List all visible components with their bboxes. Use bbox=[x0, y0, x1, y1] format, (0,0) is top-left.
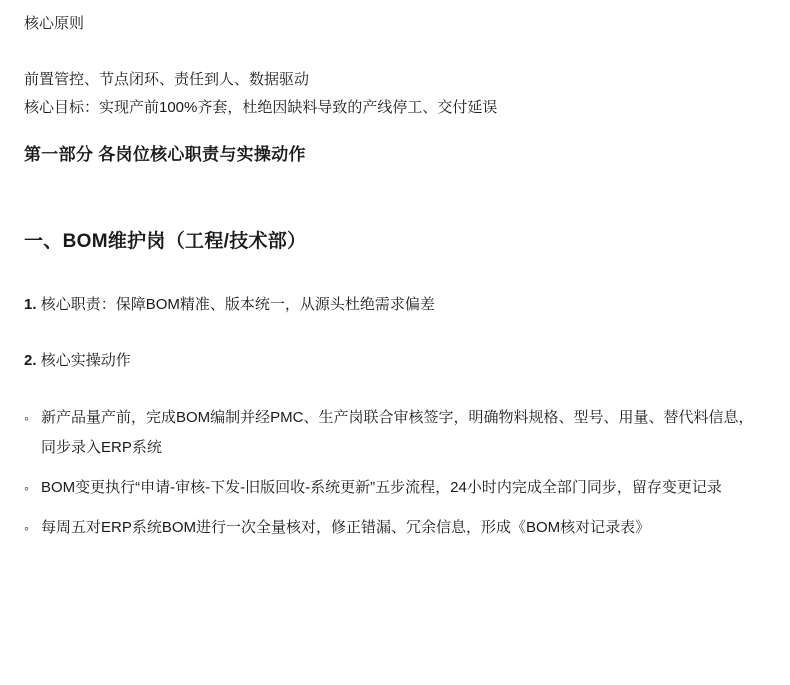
bullet-text: BOM变更执行“申请-审核-下发-旧版回收-系统更新”五步流程，24小时内完成全部门同步，留存变更记录 bbox=[41, 479, 722, 496]
spacer-between-bullets bbox=[24, 463, 766, 473]
list-item-text: 核心实操动作 bbox=[40, 352, 131, 369]
spacer-before-part-title bbox=[24, 122, 766, 140]
list-item-label: 1. bbox=[24, 296, 37, 313]
spacer-before-bullets bbox=[24, 376, 766, 403]
spacer-before-item-1 bbox=[24, 258, 766, 290]
bullet-marker-icon: ◦ bbox=[24, 520, 29, 536]
list-item bbox=[24, 473, 766, 503]
bullet-text: 每周五对ERP系统BOM进行一次全量核对，修正错漏、冗余信息，形成《BOM核对记录表》 bbox=[41, 519, 651, 536]
spacer-between-bullets bbox=[24, 503, 766, 513]
part-one-title: 第一部分 各岗位核心职责与实操动作 bbox=[24, 145, 306, 164]
bullet-marker-icon: ◦ bbox=[24, 410, 29, 426]
spacer-between-items bbox=[24, 320, 766, 346]
list-item bbox=[24, 346, 766, 376]
principle-line-1: 前置管控、节点闭环、责任到人、数据驱动 bbox=[24, 71, 310, 88]
list-item bbox=[24, 403, 766, 463]
list-item-text: 核心职责：保障BOM精准、版本统一，从源头杜绝需求偏差 bbox=[40, 296, 435, 313]
core-principles-heading: 核心原则 bbox=[24, 15, 85, 32]
spacer-before-section-title bbox=[24, 170, 766, 226]
spacer-after-heading bbox=[24, 36, 766, 66]
principle-line-2: 核心目标：实现产前100%齐套，杜绝因缺料导致的产线停工、交付延误 bbox=[24, 99, 498, 116]
list-item bbox=[24, 290, 766, 320]
bullet-marker-icon: ◦ bbox=[24, 480, 29, 496]
section-one-title: 一、BOM维护岗（工程/技术部） bbox=[24, 231, 307, 252]
bullet-text: 新产品量产前，完成BOM编制并经PMC、生产岗联合审核签字，明确物料规格、型号、用量、替代料信息，同步录入ERP系统 bbox=[41, 409, 754, 456]
list-item-label: 2. bbox=[24, 352, 37, 369]
list-item bbox=[24, 513, 766, 543]
